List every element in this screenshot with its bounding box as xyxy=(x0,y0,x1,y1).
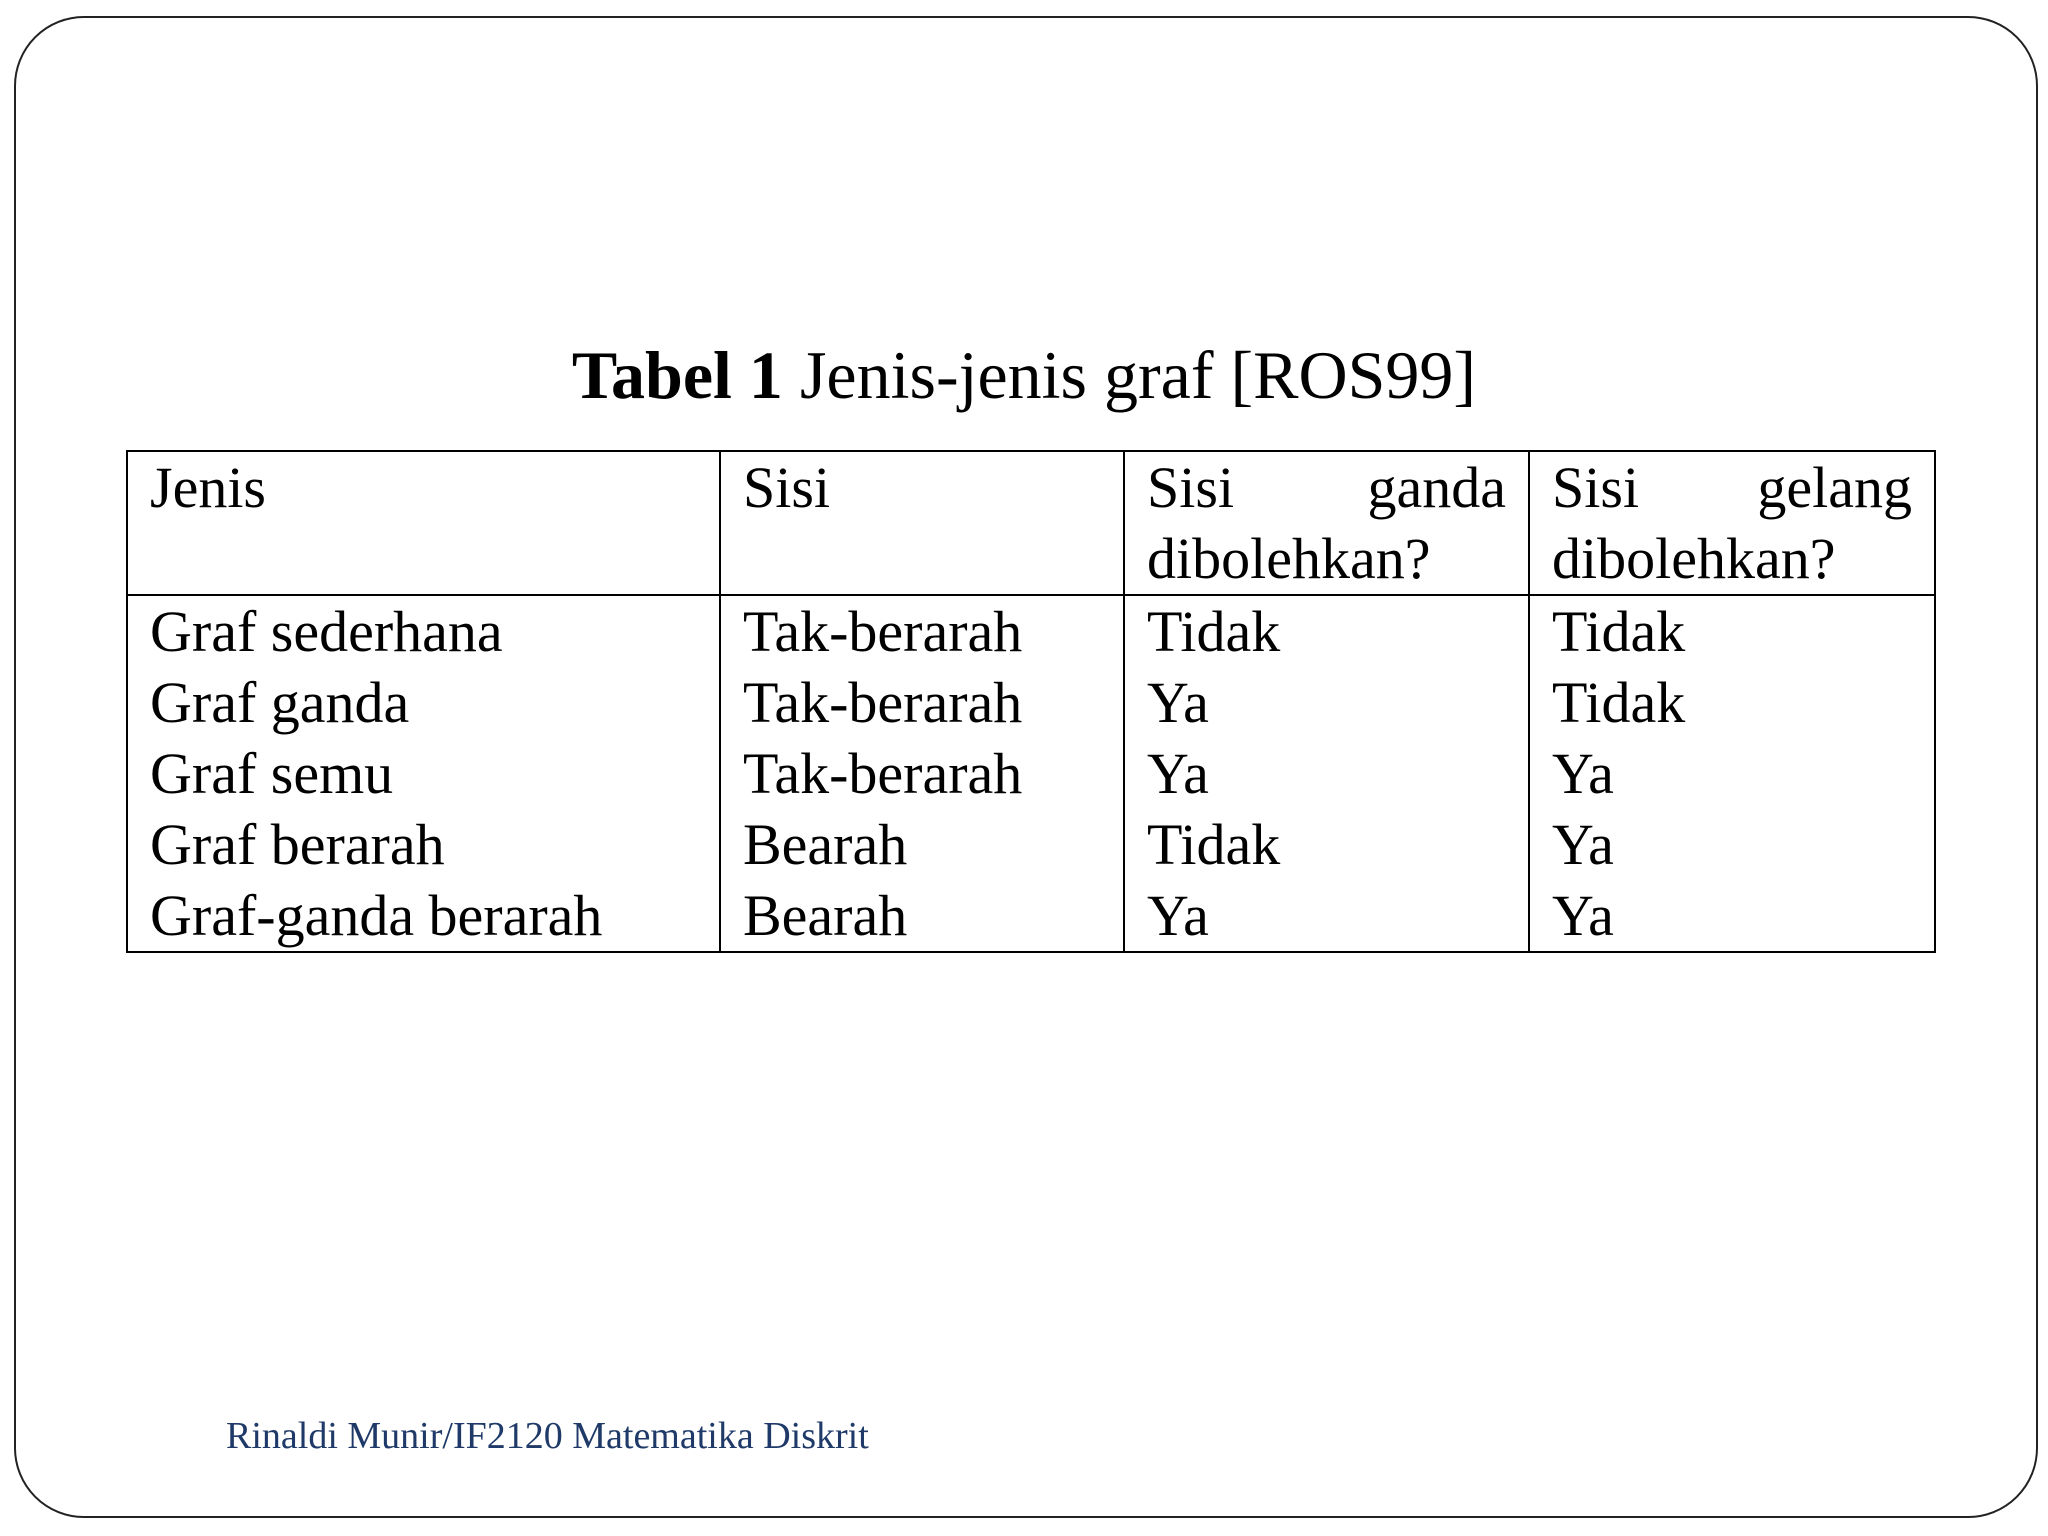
cell-gelang: Tidak xyxy=(1529,595,1935,667)
table-row xyxy=(127,809,1935,880)
caption-text: Jenis-jenis graf [ROS99] xyxy=(799,337,1477,413)
cell-jenis: Graf ganda xyxy=(127,667,720,738)
graph-types-table xyxy=(126,450,1936,953)
table-row xyxy=(127,738,1935,809)
header-sisi-gelang-line2: dibolehkan? xyxy=(1552,526,1836,591)
slide-footer: Rinaldi Munir/IF2120 Matematika Diskrit xyxy=(226,1415,869,1457)
cell-ganda: Ya xyxy=(1124,738,1529,809)
cell-jenis: Graf semu xyxy=(127,738,720,809)
header-sisi-ganda-word2: ganda xyxy=(1367,455,1506,520)
cell-gelang: Ya xyxy=(1529,738,1935,809)
table-row xyxy=(127,667,1935,738)
table-caption xyxy=(0,338,2048,413)
cell-sisi: Tak-berarah xyxy=(720,667,1124,738)
header-sisi-ganda-word1: Sisi xyxy=(1147,455,1235,520)
cell-sisi: Bearah xyxy=(720,880,1124,952)
cell-sisi: Bearah xyxy=(720,809,1124,880)
header-sisi-gelang-word2: gelang xyxy=(1757,455,1912,520)
header-sisi: Sisi xyxy=(720,451,1124,595)
table-row xyxy=(127,880,1935,952)
header-sisi-gelang xyxy=(1529,451,1935,595)
cell-sisi: Tak-berarah xyxy=(720,738,1124,809)
cell-sisi: Tak-berarah xyxy=(720,595,1124,667)
cell-jenis: Graf berarah xyxy=(127,809,720,880)
cell-gelang: Ya xyxy=(1529,880,1935,952)
header-sisi-ganda xyxy=(1124,451,1529,595)
cell-ganda: Tidak xyxy=(1124,809,1529,880)
cell-gelang: Tidak xyxy=(1529,667,1935,738)
cell-ganda: Ya xyxy=(1124,667,1529,738)
header-sisi-ganda-line2: dibolehkan? xyxy=(1147,526,1431,591)
header-sisi-gelang-word1: Sisi xyxy=(1552,455,1640,520)
table-header-row xyxy=(127,451,1935,595)
cell-jenis: Graf sederhana xyxy=(127,595,720,667)
cell-gelang: Ya xyxy=(1529,809,1935,880)
cell-ganda: Tidak xyxy=(1124,595,1529,667)
caption-label: Tabel 1 xyxy=(571,337,783,413)
cell-ganda: Ya xyxy=(1124,880,1529,952)
cell-jenis: Graf-ganda berarah xyxy=(127,880,720,952)
table-row xyxy=(127,595,1935,667)
header-jenis: Jenis xyxy=(127,451,720,595)
